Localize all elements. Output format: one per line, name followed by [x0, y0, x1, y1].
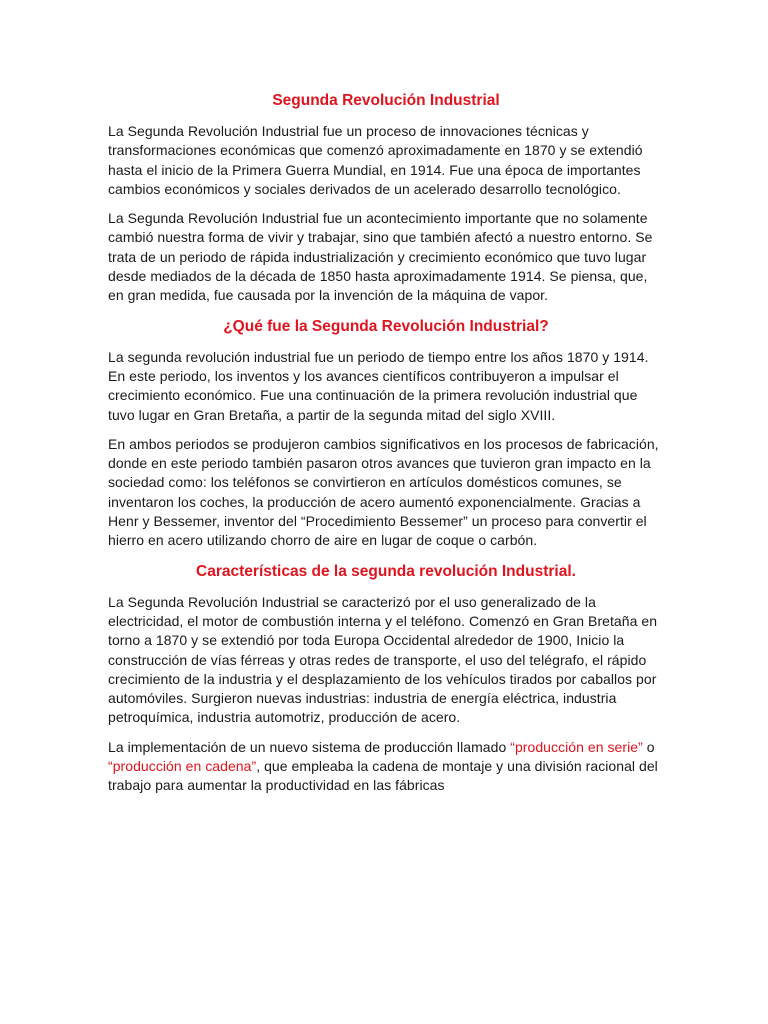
- document-page: [108, 90, 664, 806]
- section2-paragraph-1: La Segunda Revolución Industrial se caracterizó por el uso generalizado de la electricidad, el motor de combustión interna y el teléfono. Comenzó en Gran Bretaña en torno a 1870 y se extendió por toda Europa Occidental alrededor de 1900, Inicio la construcción de vías férreas y otras redes de transporte, el uso del telégrafo, el rápido crecimiento de la industria y el desplazamiento de los vehículos tirados por caballos por automóviles. Surgieron nuevas industrias: industria de energía eléctrica, industria petroquímica, industria automotriz, producción de acero.: [108, 593, 658, 726]
- section2-paragraph-2-part2: o: [642, 738, 655, 755]
- intro-paragraph-2: La Segunda Revolución Industrial fue un acontecimiento importante que no solamente cambió nuestra forma de vivir y trabajar, sino que también afectó a nuestro entorno. Se trata de un periodo de rápida industrialización y crecimiento económico que tuvo lugar desde mediados de la década de 1850 hasta aproximadamente 1914. Se piensa, que, en gran medida, fue causada por la invención de la máquina de vapor.: [108, 210, 653, 304]
- term-produccion-en-cadena: “producción en cadena”: [108, 758, 257, 775]
- intro-paragraph-1: La Segunda Revolución Industrial fue un proceso de innovaciones técnicas y transformaciones económicas que comenzó aproximadamente en 1870 y se extendió hasta el inicio de la Primera Guerra Mundial, en 1914. Fue una época de importantes cambios económicos y sociales derivados de un acelerado desarrollo tecnológico.: [108, 123, 643, 197]
- term-produccion-en-serie: “producción en serie”: [510, 738, 643, 755]
- section2-paragraph-2-part3: , que empleaba la cadena de montaje y una división racional del trabajo para aumentar la productividad en las fábricas: [108, 758, 658, 794]
- section2-heading: Características de la segunda revolución Industrial.: [196, 562, 576, 580]
- section1-paragraph-1: La segunda revolución industrial fue un periodo de tiempo entre los años 1870 y 1914. En este periodo, los inventos y los avances científicos contribuyeron a impulsar el crecimiento económico. Fue una continuación de la primera revolución industrial que tuvo lugar en Gran Bretaña, a partir de la segunda mitad del siglo XVIII.: [108, 348, 649, 423]
- section2-paragraph-2-part1: La implementación de un nuevo sistema de producción llamado: [108, 738, 511, 755]
- section1-paragraph-2: En ambos periodos se produjeron cambios significativos en los procesos de fabricación, donde en este periodo también pasaron otros avances que tuvieron gran impacto en la sociedad como: los teléfonos se convirtieron en artículos domésticos comunes, se inventaron los coches, la producción de acero aumentó exponencialmente. Gracias a Henr y Bessemer, inventor del “Procedimiento Bessemer” un proceso para convertir el hierro en acero utilizando chorro de aire en lugar de coque o carbón.: [108, 435, 659, 549]
- section2-paragraph-2: [108, 738, 664, 796]
- section1-heading: ¿Qué fue la Segunda Revolución Industrial?: [223, 317, 549, 335]
- document-title: Segunda Revolución Industrial: [272, 92, 500, 109]
